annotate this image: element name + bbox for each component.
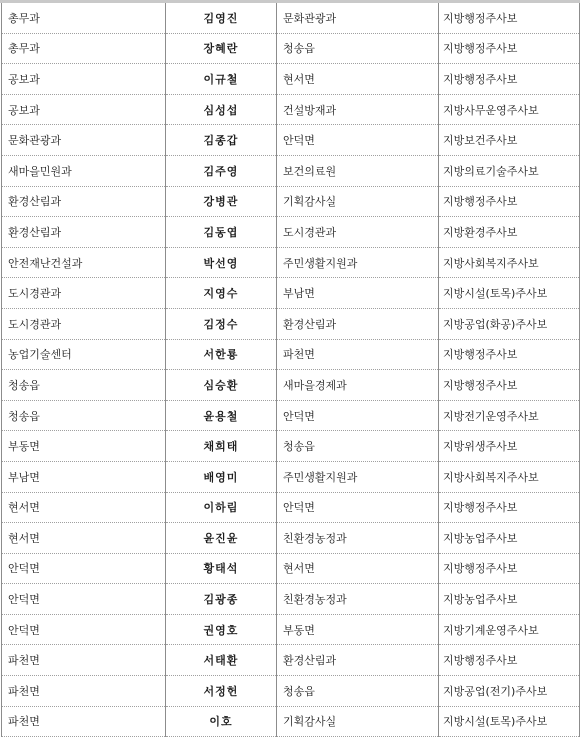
employee-name-cell: 이규철 — [166, 64, 277, 95]
employee-name-cell: 심성섭 — [166, 94, 277, 125]
employee-name-cell: 심승환 — [166, 370, 277, 401]
table-row — [2, 125, 580, 156]
table-row — [2, 614, 580, 645]
to-department-cell: 도시경관과 — [277, 217, 439, 248]
employee-name-cell: 김주영 — [166, 155, 277, 186]
to-department-cell: 건설방재과 — [277, 94, 439, 125]
transfer-table — [1, 3, 580, 737]
from-department-cell: 현서면 — [2, 523, 166, 554]
grade-cell: 지방행정주사보 — [439, 370, 580, 401]
table-row — [2, 64, 580, 95]
from-department-cell: 도시경관과 — [2, 278, 166, 309]
employee-name-cell: 서태환 — [166, 645, 277, 676]
from-department-cell: 안덕면 — [2, 584, 166, 615]
grade-cell: 지방행정주사보 — [439, 64, 580, 95]
to-department-cell: 문화관광과 — [277, 3, 439, 33]
from-department-cell: 청송읍 — [2, 370, 166, 401]
from-department-cell: 안덕면 — [2, 553, 166, 584]
table-row — [2, 400, 580, 431]
employee-name-cell: 김종갑 — [166, 125, 277, 156]
grade-cell: 지방시설(토목)주사보 — [439, 278, 580, 309]
grade-cell: 지방행정주사보 — [439, 339, 580, 370]
to-department-cell: 안덕면 — [277, 492, 439, 523]
table-row — [2, 584, 580, 615]
from-department-cell: 새마을민원과 — [2, 155, 166, 186]
grade-cell: 지방위생주사보 — [439, 431, 580, 462]
employee-name-cell: 윤용철 — [166, 400, 277, 431]
employee-name-cell: 김광종 — [166, 584, 277, 615]
from-department-cell: 부남면 — [2, 461, 166, 492]
grade-cell: 지방농업주사보 — [439, 523, 580, 554]
table-row — [2, 431, 580, 462]
employee-name-cell: 이호 — [166, 706, 277, 737]
table-row — [2, 155, 580, 186]
grade-cell: 지방행정주사보 — [439, 186, 580, 217]
to-department-cell: 기획감사실 — [277, 706, 439, 737]
table-row — [2, 3, 580, 33]
grade-cell: 지방시설(토목)주사보 — [439, 706, 580, 737]
from-department-cell: 파천면 — [2, 645, 166, 676]
grade-cell: 지방공업(화공)주사보 — [439, 308, 580, 339]
employee-name-cell: 강병관 — [166, 186, 277, 217]
employee-name-cell: 김정수 — [166, 308, 277, 339]
to-department-cell: 주민생활지원과 — [277, 461, 439, 492]
table-row — [2, 247, 580, 278]
transfer-table-body — [2, 3, 580, 737]
from-department-cell: 파천면 — [2, 706, 166, 737]
to-department-cell: 기획감사실 — [277, 186, 439, 217]
table-row — [2, 706, 580, 737]
employee-name-cell: 이하림 — [166, 492, 277, 523]
to-department-cell: 친환경농정과 — [277, 584, 439, 615]
from-department-cell: 청송읍 — [2, 400, 166, 431]
grade-cell: 지방환경주사보 — [439, 217, 580, 248]
from-department-cell: 안전재난건설과 — [2, 247, 166, 278]
to-department-cell: 주민생활지원과 — [277, 247, 439, 278]
to-department-cell: 새마을경제과 — [277, 370, 439, 401]
to-department-cell: 청송읍 — [277, 33, 439, 64]
table-row — [2, 339, 580, 370]
employee-name-cell: 서한룡 — [166, 339, 277, 370]
to-department-cell: 친환경농정과 — [277, 523, 439, 554]
from-department-cell: 안덕면 — [2, 614, 166, 645]
grade-cell: 지방기계운영주사보 — [439, 614, 580, 645]
to-department-cell: 환경산림과 — [277, 308, 439, 339]
to-department-cell: 환경산림과 — [277, 645, 439, 676]
from-department-cell: 농업기술센터 — [2, 339, 166, 370]
table-row — [2, 94, 580, 125]
table-row — [2, 278, 580, 309]
to-department-cell: 청송읍 — [277, 676, 439, 707]
to-department-cell: 파천면 — [277, 339, 439, 370]
employee-name-cell: 김동엽 — [166, 217, 277, 248]
from-department-cell: 총무과 — [2, 33, 166, 64]
employee-name-cell: 서정헌 — [166, 676, 277, 707]
grade-cell: 지방보건주사보 — [439, 125, 580, 156]
to-department-cell: 부동면 — [277, 614, 439, 645]
table-row — [2, 217, 580, 248]
from-department-cell: 환경산림과 — [2, 217, 166, 248]
table-row — [2, 523, 580, 554]
to-department-cell: 보건의료원 — [277, 155, 439, 186]
to-department-cell: 안덕면 — [277, 400, 439, 431]
employee-name-cell: 박선영 — [166, 247, 277, 278]
grade-cell: 지방행정주사보 — [439, 3, 580, 33]
grade-cell: 지방행정주사보 — [439, 645, 580, 676]
grade-cell: 지방행정주사보 — [439, 492, 580, 523]
table-row — [2, 676, 580, 707]
from-department-cell: 파천면 — [2, 676, 166, 707]
grade-cell: 지방사무운영주사보 — [439, 94, 580, 125]
grade-cell: 지방전기운영주사보 — [439, 400, 580, 431]
from-department-cell: 환경산림과 — [2, 186, 166, 217]
grade-cell: 지방공업(전기)주사보 — [439, 676, 580, 707]
grade-cell: 지방의료기술주사보 — [439, 155, 580, 186]
from-department-cell: 문화관광과 — [2, 125, 166, 156]
employee-name-cell: 김영진 — [166, 3, 277, 33]
table-row — [2, 553, 580, 584]
grade-cell: 지방사회복지주사보 — [439, 247, 580, 278]
from-department-cell: 도시경관과 — [2, 308, 166, 339]
table-row — [2, 308, 580, 339]
to-department-cell: 부남면 — [277, 278, 439, 309]
employee-name-cell: 지영수 — [166, 278, 277, 309]
table-row — [2, 33, 580, 64]
grade-cell: 지방행정주사보 — [439, 553, 580, 584]
grade-cell: 지방농업주사보 — [439, 584, 580, 615]
employee-name-cell: 채희태 — [166, 431, 277, 462]
table-row — [2, 645, 580, 676]
from-department-cell: 공보과 — [2, 94, 166, 125]
to-department-cell: 현서면 — [277, 64, 439, 95]
table-row — [2, 492, 580, 523]
from-department-cell: 현서면 — [2, 492, 166, 523]
table-row — [2, 370, 580, 401]
to-department-cell: 현서면 — [277, 553, 439, 584]
from-department-cell: 공보과 — [2, 64, 166, 95]
table-row — [2, 461, 580, 492]
grade-cell: 지방사회복지주사보 — [439, 461, 580, 492]
employee-name-cell: 권영호 — [166, 614, 277, 645]
grade-cell: 지방행정주사보 — [439, 33, 580, 64]
employee-name-cell: 윤진윤 — [166, 523, 277, 554]
employee-name-cell: 장혜란 — [166, 33, 277, 64]
from-department-cell: 총무과 — [2, 3, 166, 33]
employee-name-cell: 배영미 — [166, 461, 277, 492]
table-row — [2, 186, 580, 217]
from-department-cell: 부동면 — [2, 431, 166, 462]
employee-name-cell: 황태석 — [166, 553, 277, 584]
to-department-cell: 청송읍 — [277, 431, 439, 462]
to-department-cell: 안덕면 — [277, 125, 439, 156]
